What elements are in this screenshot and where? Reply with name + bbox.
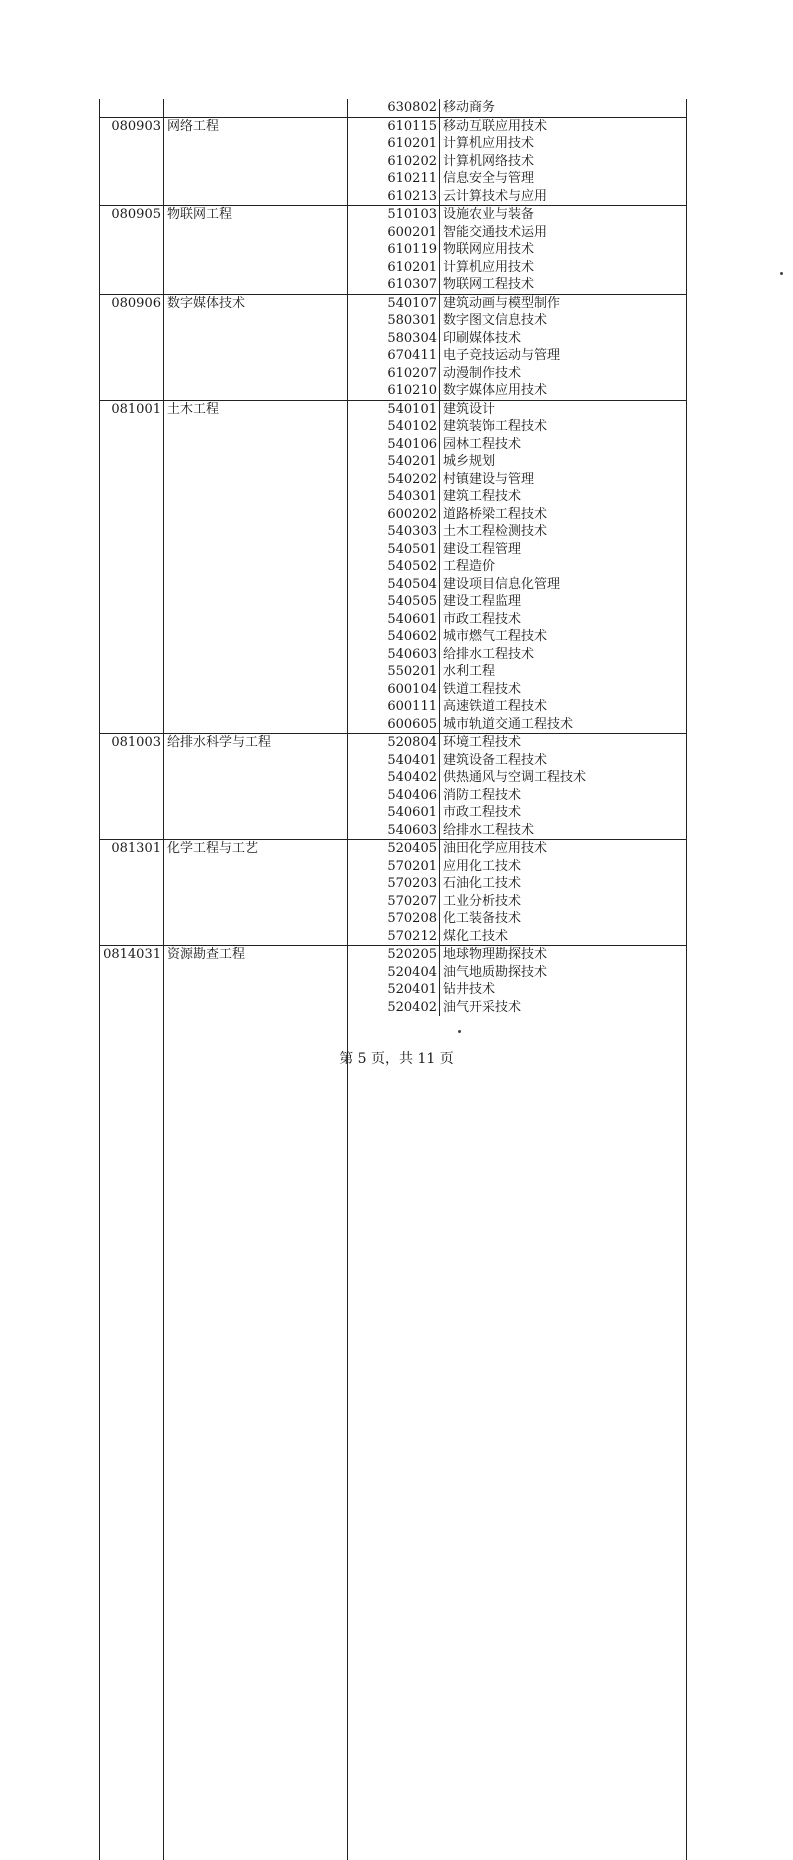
- vocational-code: 610207: [348, 365, 440, 383]
- table-row: [348, 188, 686, 206]
- vocational-major-name: 化工装备技术: [443, 911, 522, 926]
- vocational-major-name: 印刷媒体技术: [443, 330, 522, 346]
- vocational-code: 540301: [348, 488, 440, 506]
- vocational-list: [348, 99, 686, 117]
- vocational-code: 540106: [348, 436, 440, 454]
- table-row: [348, 365, 686, 383]
- table-row: [348, 401, 686, 419]
- vocational-code: 540502: [348, 558, 440, 576]
- vocational-major-name: 建筑设备工程技术: [443, 752, 548, 768]
- vocational-major-name: 建筑动画与模型制作: [443, 295, 561, 311]
- vocational-major-name: 园林工程技术: [443, 436, 522, 452]
- vocational-major-name: 智能交通技术运用: [443, 224, 548, 240]
- undergrad-code: 080903: [100, 118, 164, 206]
- vocational-code: 540202: [348, 471, 440, 489]
- table-row: [348, 347, 686, 365]
- table-row: [348, 488, 686, 506]
- vocational-major-name: 计算机应用技术: [443, 136, 535, 151]
- undergrad-code: 080905: [100, 206, 164, 294]
- vocational-major-name: 高速铁道工程技术: [443, 699, 548, 714]
- undergrad-major-name: [164, 99, 348, 117]
- table-row: [348, 681, 686, 699]
- vocational-code: 520404: [348, 964, 440, 982]
- table-group: [100, 840, 686, 946]
- vocational-code: 600111: [348, 698, 440, 716]
- vocational-major-name: 给排水工程技术: [443, 646, 535, 662]
- vocational-code: 600104: [348, 681, 440, 699]
- table-row: [348, 716, 686, 734]
- vocational-major-name: 地球物理勘探技术: [443, 947, 548, 962]
- vocational-major-name: 应用化工技术: [443, 858, 522, 874]
- vocational-code: 520405: [348, 840, 440, 858]
- table-row: [348, 611, 686, 629]
- vocational-major-name: 水利工程: [443, 664, 496, 679]
- undergrad-code: [100, 99, 164, 117]
- vocational-code: 540603: [348, 822, 440, 840]
- table-row: [348, 99, 686, 117]
- table-row: [348, 893, 686, 911]
- vocational-code: 540504: [348, 576, 440, 594]
- vocational-major-name: 数字图文信息技术: [443, 313, 548, 328]
- vocational-major-name: 建筑设计: [443, 401, 496, 417]
- table-row: [348, 330, 686, 348]
- table-row: [348, 698, 686, 716]
- vocational-major-name: 土木工程检测技术: [443, 524, 548, 539]
- vocational-major-name: 建设工程管理: [443, 541, 522, 557]
- vocational-code: 550201: [348, 663, 440, 681]
- scan-speck: [780, 272, 783, 275]
- vocational-code: 610115: [348, 118, 440, 136]
- table-row: [348, 804, 686, 822]
- table-row: [348, 769, 686, 787]
- vocational-major-name: 供热通风与空调工程技术: [443, 770, 587, 785]
- vocational-major-name: 物联网工程技术: [443, 277, 535, 292]
- vocational-major-name: 油田化学应用技术: [443, 841, 548, 856]
- table-row: [348, 628, 686, 646]
- table-group: [100, 118, 686, 207]
- table-row: [348, 276, 686, 294]
- page-footer: 第 5 页，共 11 页: [339, 1051, 454, 1067]
- vocational-code: 610201: [348, 259, 440, 277]
- vocational-major-name: 建筑工程技术: [443, 489, 522, 504]
- table-row: [348, 453, 686, 471]
- vocational-code: 610213: [348, 188, 440, 206]
- vocational-code: 570203: [348, 875, 440, 893]
- table-group: [100, 295, 686, 401]
- vocational-list: [348, 946, 686, 1860]
- table-group: [100, 946, 686, 1860]
- vocational-major-name: 电子竞技运动与管理: [443, 348, 561, 363]
- table-row: [348, 946, 686, 964]
- table-row: [348, 910, 686, 928]
- vocational-major-name: 石油化工技术: [443, 876, 522, 891]
- vocational-code: 540402: [348, 769, 440, 787]
- vocational-code: 540201: [348, 453, 440, 471]
- vocational-major-name: 建设项目信息化管理: [443, 576, 561, 592]
- table-group: [100, 206, 686, 295]
- table-row: [348, 312, 686, 330]
- table-row: [348, 928, 686, 946]
- vocational-major-name: 建设工程监理: [443, 594, 522, 609]
- vocational-major-name: 煤化工技术: [443, 928, 509, 944]
- vocational-major-name: 道路桥梁工程技术: [443, 506, 548, 522]
- vocational-major-name: 环境工程技术: [443, 735, 522, 750]
- vocational-major-name: 工业分析技术: [443, 893, 522, 909]
- table-row: [348, 734, 686, 752]
- vocational-major-name: 村镇建设与管理: [443, 471, 535, 487]
- vocational-major-name: 计算机网络技术: [443, 153, 535, 169]
- vocational-code: 600605: [348, 716, 440, 734]
- table-row: [348, 418, 686, 436]
- vocational-code: 540406: [348, 787, 440, 805]
- major-mapping-table: [99, 99, 687, 1860]
- vocational-major-name: 城市轨道交通工程技术: [443, 716, 574, 732]
- table-row: [348, 964, 686, 982]
- vocational-code: 520804: [348, 734, 440, 752]
- table-row: [348, 541, 686, 559]
- table-group: [100, 401, 686, 735]
- table-row: [348, 999, 686, 1017]
- vocational-major-name: 移动商务: [443, 100, 496, 115]
- vocational-list: [348, 206, 686, 294]
- table-row: [348, 858, 686, 876]
- table-row: [348, 170, 686, 188]
- vocational-list: [348, 401, 686, 734]
- vocational-code: 520205: [348, 946, 440, 964]
- vocational-code: 540303: [348, 523, 440, 541]
- vocational-code: 540602: [348, 628, 440, 646]
- undergrad-major-name: 土木工程: [164, 401, 348, 734]
- table-row: [348, 206, 686, 224]
- vocational-major-name: 物联网应用技术: [443, 242, 535, 257]
- vocational-code: 520402: [348, 999, 440, 1017]
- vocational-code: 580304: [348, 330, 440, 348]
- vocational-code: 580301: [348, 312, 440, 330]
- vocational-major-name: 设施农业与装备: [443, 207, 535, 222]
- vocational-code: 610202: [348, 153, 440, 171]
- vocational-code: 570207: [348, 893, 440, 911]
- vocational-code: 610210: [348, 382, 440, 400]
- vocational-major-name: 消防工程技术: [443, 787, 522, 803]
- table-row: [348, 752, 686, 770]
- vocational-list: [348, 118, 686, 206]
- undergrad-major-name: 网络工程: [164, 118, 348, 206]
- table-row: [348, 471, 686, 489]
- undergrad-code: 081001: [100, 401, 164, 734]
- table-group: [100, 99, 686, 118]
- vocational-major-name: 工程造价: [443, 559, 496, 574]
- table-row: [348, 787, 686, 805]
- vocational-code: 600202: [348, 506, 440, 524]
- vocational-major-name: 建筑装饰工程技术: [443, 419, 548, 434]
- table-row: [348, 135, 686, 153]
- table-row: [348, 981, 686, 999]
- table-row: [348, 153, 686, 171]
- vocational-list: [348, 295, 686, 400]
- table-row: [348, 118, 686, 136]
- vocational-major-name: 计算机应用技术: [443, 259, 535, 275]
- vocational-code: 540401: [348, 752, 440, 770]
- vocational-code: 540601: [348, 611, 440, 629]
- vocational-code: 520401: [348, 981, 440, 999]
- scan-speck: [458, 1030, 461, 1033]
- vocational-major-name: 铁道工程技术: [443, 681, 522, 697]
- undergrad-major-name: 数字媒体技术: [164, 295, 348, 400]
- vocational-major-name: 城乡规划: [443, 454, 496, 469]
- vocational-code: 540501: [348, 541, 440, 559]
- table-row: [348, 259, 686, 277]
- vocational-list: [348, 840, 686, 945]
- vocational-major-name: 市政工程技术: [443, 611, 522, 627]
- vocational-code: 540601: [348, 804, 440, 822]
- vocational-code: 540505: [348, 593, 440, 611]
- undergrad-major-name: 给排水科学与工程: [164, 734, 348, 839]
- vocational-major-name: 数字媒体应用技术: [443, 383, 548, 398]
- vocational-code: 630802: [348, 99, 440, 117]
- vocational-major-name: 信息安全与管理: [443, 171, 535, 186]
- vocational-major-name: 油气地质勘探技术: [443, 964, 548, 980]
- vocational-code: 540102: [348, 418, 440, 436]
- table-row: [348, 382, 686, 400]
- vocational-code: 540101: [348, 401, 440, 419]
- vocational-code: 610307: [348, 276, 440, 294]
- table-row: [348, 224, 686, 242]
- table-group: [100, 734, 686, 840]
- vocational-list: [348, 734, 686, 839]
- vocational-code: 670411: [348, 347, 440, 365]
- table-row: [348, 576, 686, 594]
- vocational-major-name: 给排水工程技术: [443, 822, 535, 838]
- vocational-code: 540603: [348, 646, 440, 664]
- undergrad-major-name: 化学工程与工艺: [164, 840, 348, 945]
- vocational-code: 600201: [348, 224, 440, 242]
- undergrad-major-name: 资源勘查工程: [164, 946, 348, 1860]
- vocational-code: 540107: [348, 295, 440, 313]
- table-row: [348, 436, 686, 454]
- table-row: [348, 241, 686, 259]
- vocational-major-name: 城市燃气工程技术: [443, 629, 548, 644]
- table-row: [348, 558, 686, 576]
- table-row: [348, 840, 686, 858]
- vocational-code: 610211: [348, 170, 440, 188]
- undergrad-code: 0814031: [100, 946, 164, 1860]
- vocational-code: 610119: [348, 241, 440, 259]
- undergrad-major-name: 物联网工程: [164, 206, 348, 294]
- table-row: [348, 506, 686, 524]
- table-row: [348, 646, 686, 664]
- table-row: [348, 593, 686, 611]
- undergrad-code: 081003: [100, 734, 164, 839]
- vocational-code: 610201: [348, 135, 440, 153]
- vocational-major-name: 移动互联应用技术: [443, 118, 548, 134]
- vocational-code: 570212: [348, 928, 440, 946]
- vocational-major-name: 钻井技术: [443, 982, 496, 997]
- table-row: [348, 875, 686, 893]
- vocational-major-name: 油气开采技术: [443, 999, 522, 1015]
- vocational-major-name: 市政工程技术: [443, 805, 522, 820]
- table-row: [348, 295, 686, 313]
- vocational-major-name: 动漫制作技术: [443, 365, 522, 381]
- vocational-code: 570208: [348, 910, 440, 928]
- undergrad-code: 081301: [100, 840, 164, 945]
- vocational-code: 570201: [348, 858, 440, 876]
- table-row: [348, 663, 686, 681]
- table-row: [348, 822, 686, 840]
- vocational-code: 510103: [348, 206, 440, 224]
- table-row: [348, 523, 686, 541]
- undergrad-code: 080906: [100, 295, 164, 400]
- vocational-major-name: 云计算技术与应用: [443, 188, 548, 204]
